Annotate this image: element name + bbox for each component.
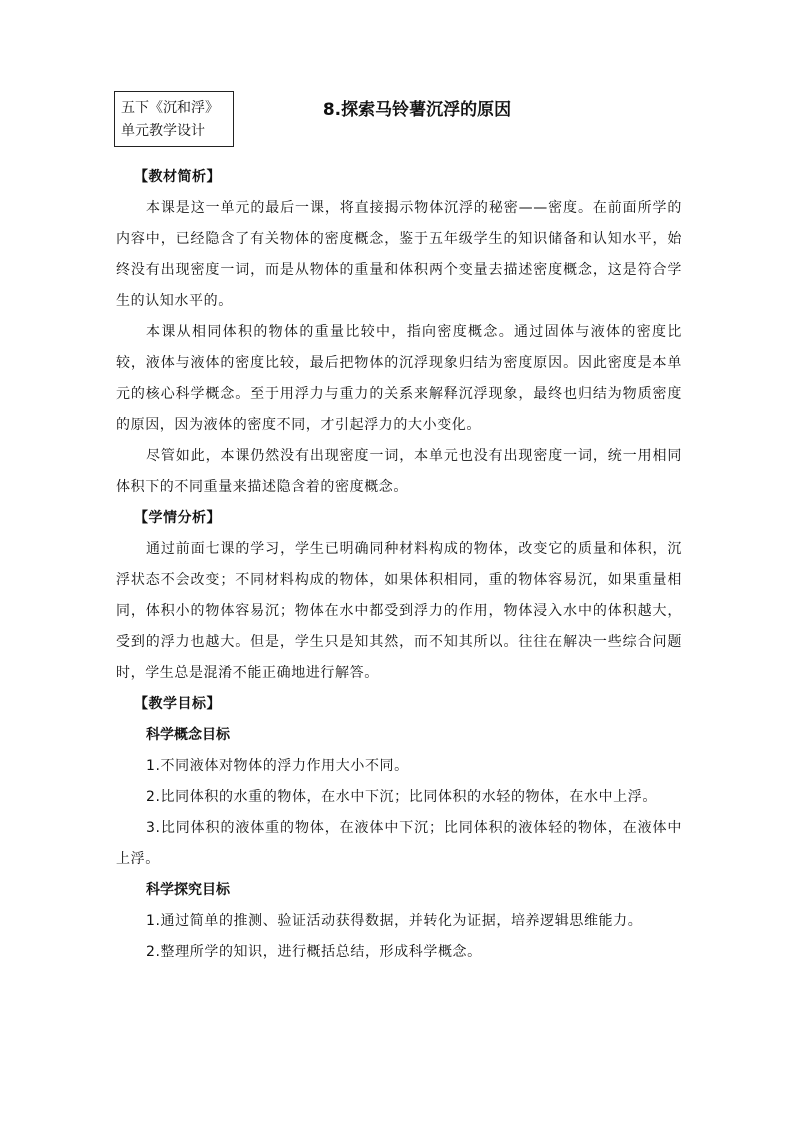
paragraph: 尽管如此，本课仍然没有出现密度一词，本单元也没有出现密度一词，统一用相同体积下的不同重量来描述隐含着的密度概念。 xyxy=(116,448,682,495)
paragraph: 通过前面七课的学习，学生已明确同种材料构成的物体，改变它的质量和体积，沉浮状态不会改变；不同材料构成的物体，如果体积相同，重的物体容易沉，如果重量相同，体积小的物体容易沉；物体在水中都受到浮力的作用，物体浸入水中的体积越大，受到的浮力也越大。但是，学生只是知其然，而不知其所以。往往在解决一些综合问题时，学生总是混淆不能正确地进行解答。 xyxy=(116,541,682,681)
subheading-concept-goals: 科学概念目标 xyxy=(146,727,230,743)
section-heading-student-analysis: 【学情分析】 xyxy=(134,510,221,526)
goal-item: 2.整理所学的知识，进行概括总结，形成科学概念。 xyxy=(146,944,482,960)
section-heading-textbook-analysis: 【教材简析】 xyxy=(134,169,221,185)
lesson-title: 8.探索马铃薯沉浮的原因 xyxy=(322,100,512,120)
goal-item: 1.不同液体对物体的浮力作用大小不同。 xyxy=(146,758,409,774)
section-heading-teaching-goals: 【教学目标】 xyxy=(134,696,221,712)
goal-item: 3.比同体积的液体重的物体，在液体中下沉；比同体积的液体轻的物体，在液体中上浮。 xyxy=(116,820,682,867)
document-body xyxy=(116,162,682,968)
goal-item: 1.通过简单的推测、验证活动获得数据，并转化为证据，培养逻辑思维能力。 xyxy=(146,913,643,929)
paragraph: 本课从相同体积的物体的重量比较中，指向密度概念。通过固体与液体的密度比较，液体与液体的密度比较，最后把物体的沉浮现象归结为密度原因。因此密度是本单元的核心科学概念。至于用浮力与重力的关系来解释沉浮现象，最终也归结为物质密度的原因，因为液体的密度不同，才引起浮力的大小变化。 xyxy=(116,324,682,433)
subheading-inquiry-goals: 科学探究目标 xyxy=(146,882,230,898)
paragraph: 本课是这一单元的最后一课，将直接揭示物体沉浮的秘密——密度。在前面所学的内容中，已经隐含了有关物体的密度概念，鉴于五年级学生的知识储备和认知水平，始终没有出现密度一词，而是从物体的重量和体积两个变量去描述密度概念，这是符合学生的认知水平的。 xyxy=(116,200,682,309)
unit-label-line2: 单元教学设计 xyxy=(121,123,205,139)
unit-label-line1: 五下《沉和浮》 xyxy=(121,100,219,116)
goal-item: 2.比同体积的水重的物体，在水中下沉；比同体积的水轻的物体，在水中上浮。 xyxy=(146,789,657,805)
